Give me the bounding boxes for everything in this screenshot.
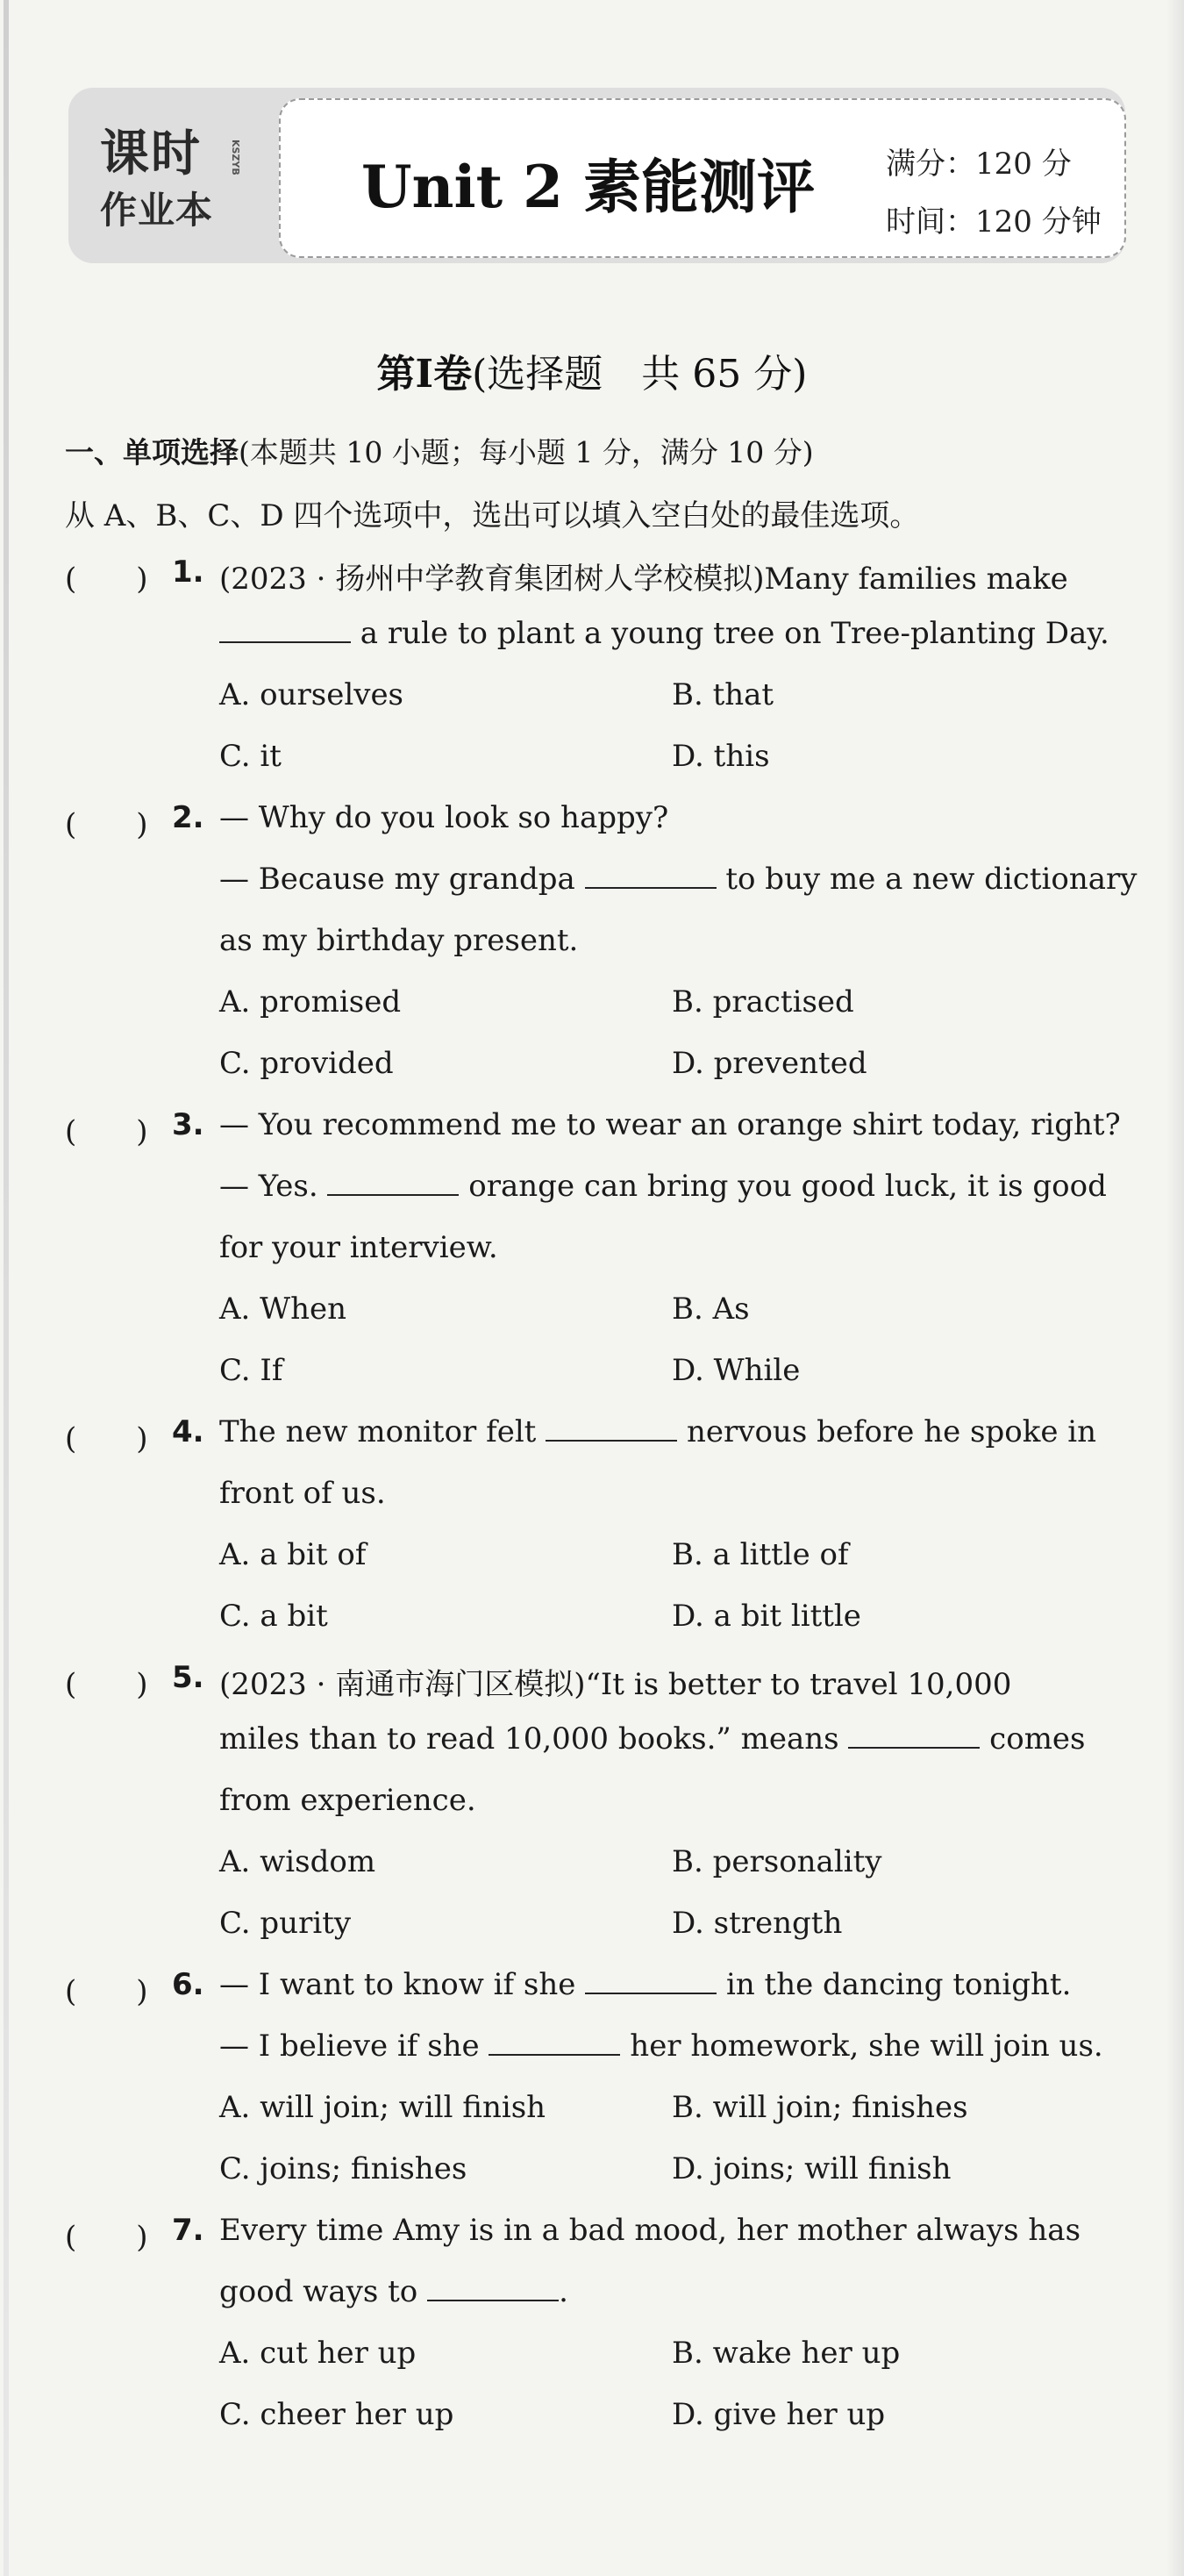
option-c: C. provided	[219, 1046, 394, 1081]
question-number: 7.	[172, 2213, 204, 2248]
question-line: for your interview.	[219, 1230, 498, 1265]
question-line: — You recommend me to wear an orange shirt today, right?	[219, 1107, 1121, 1142]
option-c: C. it	[219, 739, 282, 774]
answer-blank	[327, 1193, 459, 1196]
option-b: B. personality	[672, 1844, 882, 1879]
question-line: The new monitor felt nervous before he spoke in	[219, 1414, 1097, 1449]
brand-tag: KSZYB	[230, 140, 241, 175]
answer-bracket[interactable]: ( )	[65, 2220, 148, 2255]
answer-blank	[427, 2299, 559, 2301]
question-line: — Yes. orange can bring you good luck, it is good	[219, 1169, 1107, 1204]
answer-blank	[585, 886, 717, 889]
page-title: Unit 2 素能测评	[361, 153, 815, 221]
option-b: B. wake her up	[672, 2336, 901, 2371]
question-line: — Because my grandpa to buy me a new dictionary	[219, 862, 1138, 897]
question-line: — I want to know if she in the dancing tonight.	[219, 1967, 1072, 2002]
question-number: 4.	[172, 1414, 204, 1449]
question-line: miles than to read 10,000 books.” means comes	[219, 1721, 1086, 1757]
option-a: A. cut her up	[219, 2336, 417, 2371]
answer-blank	[489, 2053, 620, 2056]
question-line: Every time Amy is in a bad mood, her mother always has	[219, 2213, 1081, 2248]
option-d: D. strength	[672, 1906, 843, 1941]
brand-bottom-text: 作业本	[100, 189, 214, 232]
option-a: A. ourselves	[219, 677, 404, 712]
option-d: D. a bit little	[672, 1599, 861, 1634]
option-b: B. As	[672, 1292, 750, 1327]
answer-bracket[interactable]: ( )	[65, 1667, 148, 1702]
question-line: — I believe if she her homework, she will join us.	[219, 2029, 1103, 2064]
option-d: D. joins; will finish	[672, 2151, 952, 2186]
answer-bracket[interactable]: ( )	[65, 1114, 148, 1149]
option-c: C. a bit	[219, 1599, 328, 1634]
option-c: C. joins; finishes	[219, 2151, 467, 2186]
option-a: A. wisdom	[219, 1844, 376, 1879]
option-a: A. When	[219, 1292, 347, 1327]
option-d: D. give her up	[672, 2397, 886, 2432]
part-heading	[65, 430, 814, 471]
option-a: A. a bit of	[219, 1537, 367, 1572]
option-a: A. promised	[219, 984, 402, 1020]
option-d: D. this	[672, 739, 770, 774]
answer-blank	[848, 1746, 980, 1749]
option-c: C. cheer her up	[219, 2397, 454, 2432]
option-b: B. will join; finishes	[672, 2090, 968, 2125]
question-number: 5.	[172, 1660, 204, 1695]
question-number: 1.	[172, 555, 204, 590]
question-number: 6.	[172, 1967, 204, 2002]
title-box	[279, 98, 1126, 258]
option-c: C. purity	[219, 1906, 352, 1941]
question-number: 2.	[172, 800, 204, 835]
time-limit: 时间：120 分钟	[886, 204, 1102, 240]
part-heading-bold: 一、单项选择	[65, 435, 239, 469]
question-line: from experience.	[219, 1783, 476, 1818]
question-line: a rule to plant a young tree on Tree-planting Day.	[219, 616, 1109, 651]
option-c: C. If	[219, 1353, 283, 1388]
answer-blank	[219, 640, 351, 643]
full-score: 满分：120 分	[886, 147, 1072, 182]
part-heading-rest: (本题共 10 小题；每小题 1 分，满分 10 分)	[239, 435, 814, 469]
section-title-rest: (选择题 共 65 分)	[472, 352, 808, 397]
answer-bracket[interactable]: ( )	[65, 807, 148, 842]
section-title-bold: 第Ⅰ卷	[376, 352, 473, 397]
score-info	[886, 135, 1102, 251]
question-line: — Why do you look so happy?	[219, 800, 669, 835]
option-b: B. that	[672, 677, 774, 712]
option-a: A. will join; will finish	[219, 2090, 546, 2125]
option-b: B. practised	[672, 984, 854, 1020]
option-b: B. a little of	[672, 1537, 849, 1572]
answer-bracket[interactable]: ( )	[65, 562, 148, 597]
question-number: 3.	[172, 1107, 204, 1142]
instruction: 从 A、B、C、D 四个选项中，选出可以填入空白处的最佳选项。	[65, 498, 920, 533]
answer-bracket[interactable]: ( )	[65, 1974, 148, 2009]
question-line: (2023 · 南通市海门区模拟)“It is better to travel 10,000	[219, 1667, 1012, 1702]
option-d: D. prevented	[672, 1046, 867, 1081]
brand-top-text: 课时	[100, 125, 202, 182]
question-line: (2023 · 扬州中学教育集团树人学校模拟)Many families make	[219, 562, 1068, 597]
answer-bracket[interactable]: ( )	[65, 1421, 148, 1456]
brand-logo	[81, 110, 247, 241]
option-d: D. While	[672, 1353, 801, 1388]
question-line: as my birthday present.	[219, 923, 579, 958]
answer-blank	[546, 1439, 677, 1442]
question-line: front of us.	[219, 1476, 386, 1511]
answer-blank	[585, 1992, 717, 1994]
question-line: good ways to .	[219, 2274, 568, 2309]
section-title	[0, 342, 1184, 398]
